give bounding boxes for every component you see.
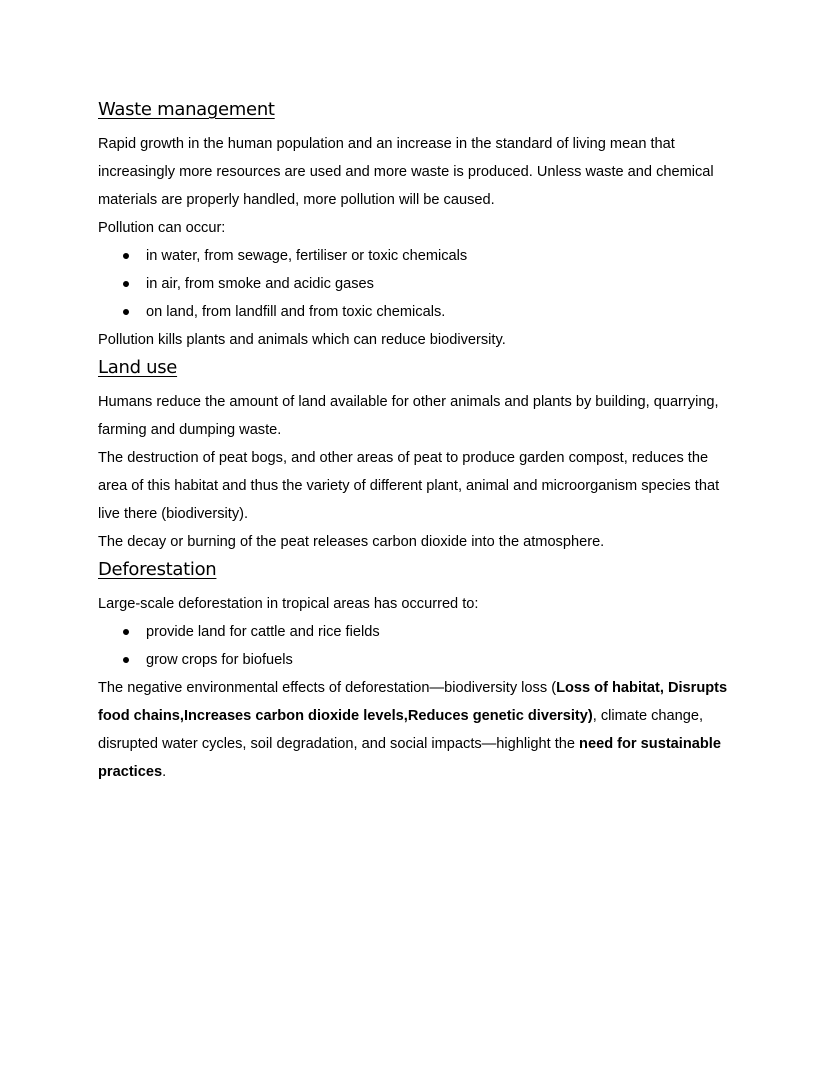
- land-use-paragraph: The destruction of peat bogs, and other areas of peat to produce garden compost, reduces the area of this habitat and thus the variety of different plant, animal and microorganism species that live there (biodiversity).: [98, 450, 720, 522]
- bullet-icon: [123, 657, 129, 663]
- bullet-icon: [123, 253, 129, 259]
- heading-waste-management: Waste management: [98, 99, 275, 120]
- list-item: provide land for cattle and rice fields: [98, 618, 738, 646]
- list-item: in water, from sewage, fertiliser or toxic chemicals: [98, 242, 738, 270]
- waste-intro-paragraph: Rapid growth in the human population and an increase in the standard of living mean that increasingly more resources are used and more waste is produced. Unless waste and chemical materials are properly handled, more pollution will be caused.: [98, 136, 714, 208]
- bullet-icon: [123, 309, 129, 315]
- deforestation-effects-paragraph: The negative environmental effects of deforestation—biodiversity loss (Loss of habitat, Disrupts food chains,Increases carbon dioxide levels,Reduces genetic diversity), climate change, disrupted water cycles, soil degradation, and social impacts—highlight the need for sustainable practices.: [98, 680, 728, 780]
- deforestation-list: [98, 618, 738, 674]
- list-item: grow crops for biofuels: [98, 646, 738, 674]
- list-item: on land, from landfill and from toxic chemicals.: [98, 298, 738, 326]
- bullet-icon: [123, 281, 129, 287]
- pollution-list: [98, 242, 738, 326]
- document-page: [98, 96, 738, 786]
- heading-deforestation: Deforestation: [98, 559, 217, 580]
- heading-land-use: Land use: [98, 357, 178, 378]
- pollution-closing: Pollution kills plants and animals which can reduce biodiversity.: [98, 332, 506, 348]
- land-use-paragraph: The decay or burning of the peat releases carbon dioxide into the atmosphere.: [98, 534, 605, 550]
- pollution-lead: Pollution can occur:: [98, 220, 226, 236]
- bullet-icon: [123, 629, 129, 635]
- list-item: in air, from smoke and acidic gases: [98, 270, 738, 298]
- deforestation-lead: Large-scale deforestation in tropical areas has occurred to:: [98, 596, 479, 612]
- land-use-paragraph: Humans reduce the amount of land available for other animals and plants by building, quarrying, farming and dumping waste.: [98, 394, 719, 438]
